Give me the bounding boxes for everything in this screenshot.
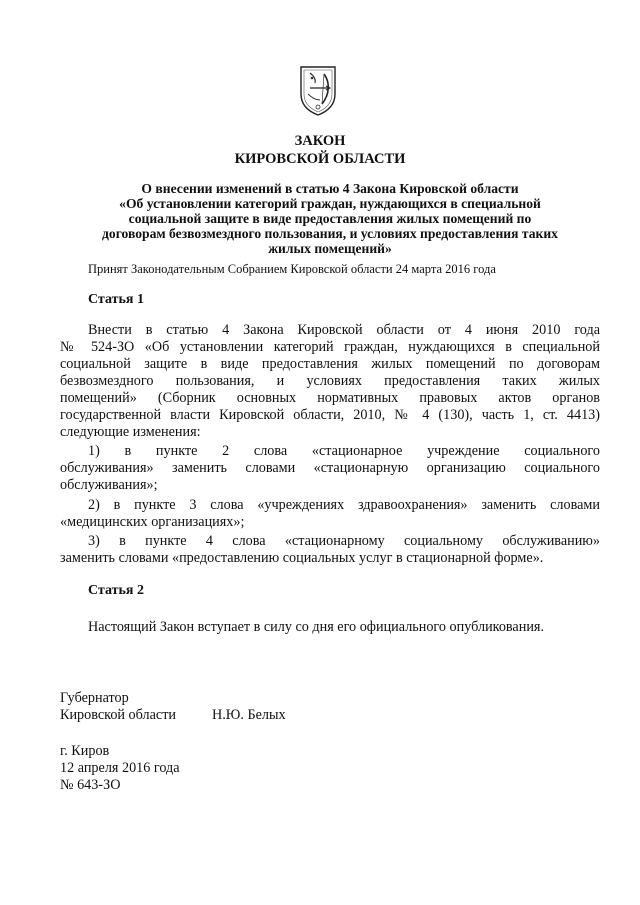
subtitle-line: жилых помещений» bbox=[268, 241, 392, 256]
paragraph-line: 1) в пункте 2 слова «стационарное учреждение социального bbox=[88, 443, 600, 459]
paragraph-line: Внести в статью 4 Закона Кировской области от 4 июня 2010 года bbox=[88, 322, 600, 338]
signing-date: 12 апреля 2016 года bbox=[60, 760, 180, 776]
paragraph-line: обслуживания»; bbox=[60, 477, 158, 493]
paragraph-line: социальной защите в виде предоставления жилых помещений по договорам bbox=[60, 356, 600, 372]
paragraph-line: следующие изменения: bbox=[60, 424, 201, 440]
subtitle-line: социальной защите в виде предоставления жилых помещений по bbox=[128, 211, 532, 226]
adoption-note: Принят Законодательным Собранием Кировской области 24 марта 2016 года bbox=[88, 262, 496, 276]
paragraph-line: заменить словами «предоставлению социальных услуг в стационарной форме». bbox=[60, 550, 544, 566]
paragraph-line: «медицинских организациях»; bbox=[60, 514, 245, 530]
paragraph-line: 3) в пункте 4 слова «стационарному социальному обслуживанию» bbox=[88, 533, 600, 549]
subtitle-line: «Об установлении категорий граждан, нуждающихся в специальной bbox=[119, 196, 541, 211]
article-2-text: Настоящий Закон вступает в силу со дня его официального опубликования. bbox=[88, 619, 544, 635]
article-2-heading: Статья 2 bbox=[88, 583, 144, 598]
signatory-region: Кировской области bbox=[60, 707, 176, 723]
paragraph-line: 2) в пункте 3 слова «учреждениях здравоохранения» заменить словами bbox=[88, 497, 600, 513]
paragraph-line: обслуживания» заменить словами «стационарную организацию социального bbox=[60, 460, 600, 476]
law-title: ЗАКОН bbox=[294, 133, 346, 149]
signatory-name: Н.Ю. Белых bbox=[212, 707, 286, 723]
paragraph-line: государственной власти Кировской области, 2010, № 4 (130), часть 1, ст. 4413) bbox=[60, 407, 600, 423]
law-number: № 643-ЗО bbox=[60, 777, 121, 793]
subtitle-line: О внесении изменений в статью 4 Закона Кировской области bbox=[141, 181, 519, 196]
signing-place: г. Киров bbox=[60, 743, 110, 759]
subtitle-line: договорам безвозмездного пользования, и условиях предоставления таких bbox=[102, 226, 558, 241]
paragraph-line: безвозмездного пользования, и условиях предоставления таких жилых bbox=[60, 373, 600, 389]
signatory-position: Губернатор bbox=[60, 690, 129, 706]
article-1-heading: Статья 1 bbox=[88, 292, 144, 307]
paragraph-line: помещений» (Сборник основных нормативных правовых актов органов bbox=[60, 390, 600, 406]
law-subtitle bbox=[60, 181, 600, 256]
region-title: КИРОВСКОЙ ОБЛАСТИ bbox=[234, 151, 406, 167]
paragraph-line: № 524-ЗО «Об установлении категорий граждан, нуждающихся в специальной bbox=[60, 339, 600, 355]
kirov-coat-of-arms-icon bbox=[298, 64, 338, 116]
